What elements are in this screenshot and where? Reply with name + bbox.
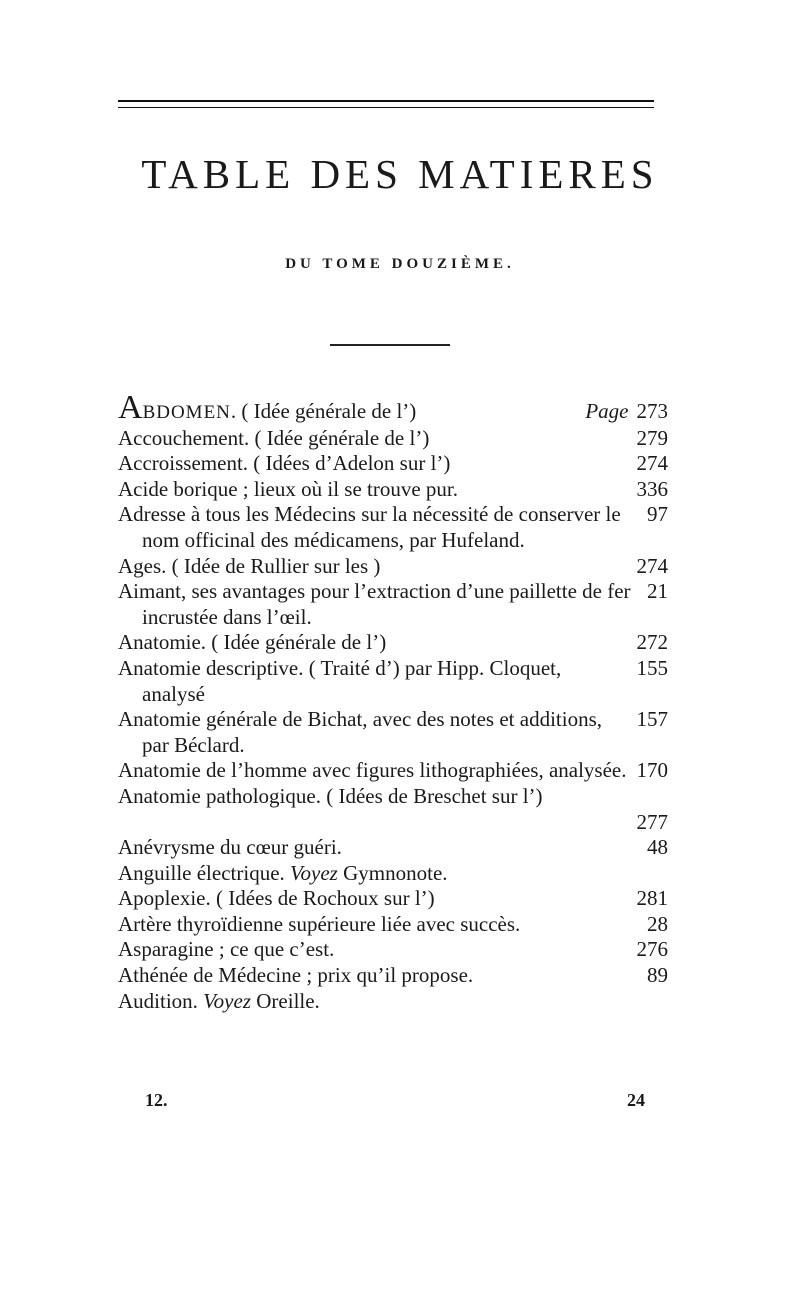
entry-text: Asparagine ; ce que c’est. bbox=[118, 937, 335, 962]
entry-page: 272 bbox=[636, 630, 668, 655]
entry-text: Anatomie générale de Bichat, avec des notes et additions, par Béclard. bbox=[118, 707, 602, 757]
entry-text: Accroissement. ( Idées d’Adelon sur l’) bbox=[118, 451, 451, 476]
entry-page: 48 bbox=[647, 835, 668, 860]
page-prefix: Page bbox=[585, 399, 629, 423]
entry-page: 157 bbox=[636, 707, 668, 732]
page-subtitle: DU TOME DOUZIÈME. bbox=[285, 256, 515, 272]
index-entry bbox=[118, 937, 668, 963]
entry-text: Anguille électrique. bbox=[118, 860, 291, 885]
entry-text: Acide borique ; lieux où il se trouve pur. bbox=[118, 476, 459, 501]
index-entry bbox=[118, 630, 668, 656]
page-title: TABLE DES MATIERES bbox=[141, 151, 659, 197]
index-entry bbox=[118, 835, 668, 861]
entry-page: 97 bbox=[647, 502, 668, 527]
entry-text: Anatomie pathologique. ( Idées de Breschet sur l’) bbox=[118, 783, 543, 808]
index-entry bbox=[118, 451, 668, 477]
entry-text: Adresse à tous les Médecins sur la nécessité de conserver le nom officinal des médicamens, par Hufeland. bbox=[118, 502, 621, 552]
entry-page: 155 bbox=[636, 655, 668, 680]
entry-text: Anévrysme du cœur guéri. bbox=[118, 835, 342, 860]
entry-text: Aimant, ses avantages pour l’extraction d’une paillette de fer incrustée dans l’œil. bbox=[118, 579, 631, 629]
entry-page: 274 bbox=[636, 553, 668, 578]
index-entry bbox=[118, 758, 668, 784]
index-entry bbox=[118, 784, 668, 835]
top-double-rule bbox=[118, 100, 654, 108]
cross-ref-prefix: Voyez bbox=[203, 988, 251, 1013]
entry-text: Athénée de Médecine ; prix qu’il propose. bbox=[118, 963, 474, 988]
index-entry bbox=[118, 502, 668, 553]
entry-text: Ages. ( Idée de Rullier sur les ) bbox=[118, 553, 381, 578]
index-entry bbox=[118, 963, 668, 989]
entry-smallcaps: BDOMEN bbox=[142, 402, 231, 423]
cross-ref-prefix: Voyez bbox=[290, 860, 338, 885]
entry-text: Apoplexie. ( Idées de Rochoux sur l’) bbox=[118, 886, 435, 911]
entry-text: . ( Idée générale de l’) bbox=[230, 399, 417, 423]
entry-page: 276 bbox=[636, 937, 668, 962]
catchword: 24 bbox=[627, 1090, 645, 1110]
index-entry bbox=[118, 886, 668, 912]
index-entry bbox=[118, 989, 668, 1015]
index-entry bbox=[118, 912, 668, 938]
entry-page: 279 bbox=[636, 425, 668, 450]
entry-text: Accouchement. ( Idée générale de l’) bbox=[118, 425, 430, 450]
cross-ref: Oreille. bbox=[256, 988, 320, 1013]
entry-page: 89 bbox=[647, 963, 668, 988]
entry-page: 274 bbox=[636, 451, 668, 476]
index-entry bbox=[118, 426, 668, 452]
index-entry bbox=[118, 707, 668, 758]
index-entry bbox=[118, 656, 668, 707]
entry-text: Anatomie. ( Idée générale de l’) bbox=[118, 630, 387, 655]
cross-ref: Gymnonote. bbox=[343, 860, 448, 885]
page-footer bbox=[145, 1090, 645, 1111]
entry-page: 170 bbox=[636, 758, 668, 783]
index-entry bbox=[118, 861, 668, 887]
entry-text: Anatomie descriptive. ( Traité d’) par Hipp. Cloquet, analysé bbox=[118, 655, 562, 706]
signature-mark: 12. bbox=[145, 1090, 168, 1110]
drop-cap: A bbox=[118, 389, 143, 426]
index-entry bbox=[118, 389, 668, 426]
entry-page: 21 bbox=[647, 579, 668, 604]
index-entry bbox=[118, 579, 668, 630]
section-divider bbox=[330, 344, 450, 346]
index-list bbox=[118, 389, 668, 1014]
index-entry bbox=[118, 554, 668, 580]
entry-page: 28 bbox=[647, 911, 668, 936]
entry-text: Artère thyroïdienne supérieure liée avec succès. bbox=[118, 911, 521, 936]
index-entry bbox=[118, 477, 668, 503]
entry-page: 277 bbox=[636, 809, 668, 834]
entry-page: 273 bbox=[636, 399, 668, 423]
entry-page: 336 bbox=[636, 476, 668, 501]
entry-page: 281 bbox=[636, 886, 668, 911]
entry-text: Audition. bbox=[118, 988, 204, 1013]
entry-text: Anatomie de l’homme avec figures lithographiées, analysée. bbox=[118, 758, 627, 783]
